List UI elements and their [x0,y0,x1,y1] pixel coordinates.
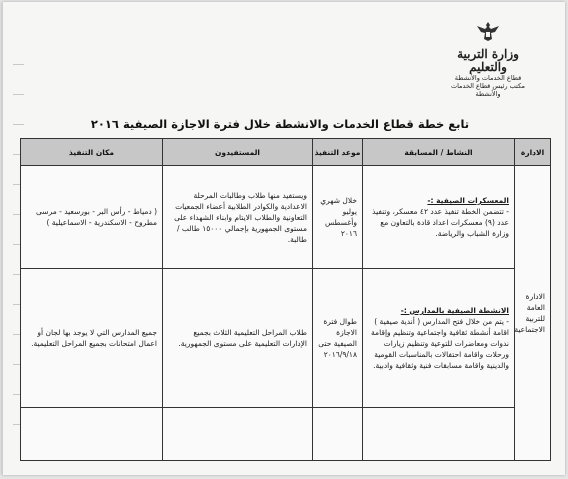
activity-title: الانشطة الصيفية بالمدارس :- [400,306,509,315]
empty-cell [363,408,515,461]
margin-mark [13,94,24,95]
egypt-eagle-emblem-icon [475,20,501,42]
admin-cell: الادارة العامة للتربية الاجتماعية [515,166,551,461]
location-cell: ( دمياط - رأس البر - بورسعيد - مرسى مطروح - الاسكندرية - الاسماعيلية ) [21,166,163,269]
timing-cell: خلال شهري يوليو وأغسطس ٢٠١٦ [313,166,363,269]
header-activity: النشاط / المسابقة [363,139,515,166]
empty-cell [21,408,163,461]
header-beneficiaries: المستفيدون [163,139,313,166]
margin-mark [13,124,24,125]
activity-title: المعسكرات الصيفية :- [427,196,509,205]
header-timing: موعد التنفيذ [313,139,363,166]
activity-text: - يتم من خلال فتح المدارس ( أندية صيفية ) اقامة أنشطة ثقافية واجتماعية وتنظيم وإقامة ندوات ومعاضرات للتوعية وتنظيم زيارات ورحلات واقامة احتفالات بالمناسبات القومية والدينية واقامة مسابقات فنية وثقافية وادبية. [371,317,509,370]
table-header-row [21,139,551,166]
timing-cell: طوال فترة الاجازة الصيفية حتى ٢٠١٦/٩/١٨ [313,269,363,408]
table-row [21,269,551,408]
sector-name: قطاع الخدمات والأنشطة [454,74,522,82]
header-admin: الادارة [515,139,551,166]
ministry-name: وزارة التربية والتعليم [457,47,519,74]
header-location: مكان التنفيذ [21,139,163,166]
activity-cell [363,166,515,269]
office-name: مكتب رئيس قطاع الخدمات والأنشطة [450,82,526,98]
table-row-empty [21,408,551,461]
beneficiaries-cell: طلاب المراحل التعليمية الثلاث بجميع الإدارات التعليمية على مستوى الجمهورية. [163,269,313,408]
document-title: تابع خطة قطاع الخدمات والانشطة خلال فترة الاجازة الصيفية ٢٠١٦ [90,117,470,131]
beneficiaries-cell: ويستفيد منها طلاب وطالبات المرحلة الاعدادية والكوادر الطلابية أعضاء الجمعيات التعاونية والطلاب الايتام وابناء الشهداء على مستوى الجمهورية بإجمالي ١٥٠٠٠ طالب / طالبة. [163,166,313,269]
empty-cell [163,408,313,461]
empty-cell [313,408,363,461]
activity-cell [363,269,515,408]
location-cell: جميع المدارس التي لا يوجد بها لجان أو اعمال امتحانات بجميع المراحل التعليمية. [21,269,163,408]
margin-mark [13,64,24,65]
activities-table [20,138,551,461]
table-row [21,166,551,269]
ministry-letterhead [438,20,538,98]
activity-text: - تتضمن الخطة تنفيذ عدد ٤٢ معسكر، وتنفيذ عدد (٩) معسكرات اعداد قادة بالتعاون مع وزارة الشباب والرياضة. [372,207,509,238]
